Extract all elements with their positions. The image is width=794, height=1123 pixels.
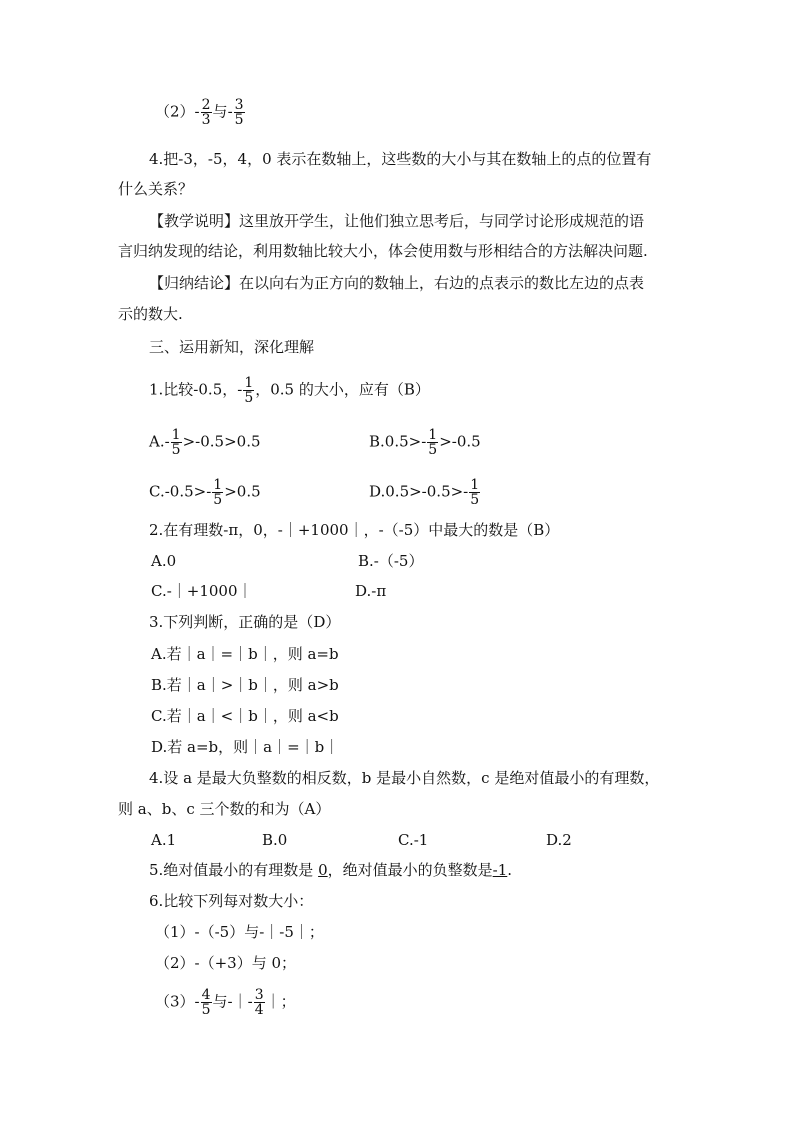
exercise-4-option-a: A.1 <box>151 831 177 849</box>
exercise-1-option-a: A.- $\frac{1}{5}$ >-0.5>0.5 <box>149 427 261 458</box>
answer-blank-1: 0 <box>318 861 328 879</box>
exercise-1-option-c: C.-0.5>- $\frac{1}{5}$ >0.5 <box>149 477 261 508</box>
exercise-3-option-a: A.若｜a｜=｜b｜，则 a=b <box>151 645 339 663</box>
exercise-1-stem: 1.比较-0.5，- $\frac{1}{5}$ ，0.5 的大小，应有（B） <box>149 375 430 406</box>
exercise-5: 5.绝对值最小的有理数是 0，绝对值最小的负整数是-1. <box>149 861 513 879</box>
exercise-2-option-b: B.-（-5） <box>358 552 424 570</box>
fraction: $\frac{3}{5}$ <box>234 97 244 128</box>
conclusion-line2: 示的数大. <box>118 305 183 323</box>
fraction: $\frac{1}{5}$ <box>213 477 223 508</box>
fraction: $\frac{1}{5}$ <box>171 427 181 458</box>
exercise-4-option-c: C.-1 <box>398 831 429 849</box>
exercise-4-line1: 4.设 a 是最大负整数的相反数，b 是最小自然数，c 是绝对值最小的有理数， <box>149 769 660 787</box>
fraction: $\frac{3}{4}$ <box>254 987 264 1018</box>
exercise-4-option-d: D.2 <box>546 831 572 849</box>
exercise-1-option-b: B.0.5>- $\frac{1}{5}$ >-0.5 <box>369 427 481 458</box>
exercise-6-part-1: （1）-（-5）与-｜-5｜； <box>155 923 324 941</box>
fraction: $\frac{1}{5}$ <box>470 477 480 508</box>
exercise-2-stem: 2.在有理数-π，0，-｜+1000｜，-（-5）中最大的数是（B） <box>149 521 560 539</box>
exercise-3-option-d: D.若 a=b，则｜a｜=｜b｜ <box>151 738 340 756</box>
fraction: $\frac{1}{5}$ <box>428 427 438 458</box>
exercise-3-stem: 3.下列判断，正确的是（D） <box>149 613 341 631</box>
fraction: $\frac{2}{3}$ <box>201 97 211 128</box>
exercise-6-part-2: （2）-（+3）与 0； <box>155 954 297 972</box>
section-heading: 三、运用新知，深化理解 <box>149 338 315 356</box>
conclusion-line1: 【归纳结论】在以向右为正方向的数轴上，右边的点表示的数比左边的点表 <box>149 274 645 292</box>
teaching-note-line1: 【教学说明】这里放开学生，让他们独立思考后，与同学讨论形成规范的语 <box>149 212 645 230</box>
exercise-3-option-c: C.若｜a｜<｜b｜，则 a<b <box>151 707 339 725</box>
fraction: $\frac{4}{5}$ <box>201 987 211 1018</box>
exercise-6-part-3: （3）- $\frac{4}{5}$ 与-｜- $\frac{3}{4}$ ｜； <box>155 987 296 1018</box>
answer-blank-2: -1 <box>492 861 508 879</box>
exercise-2-option-a: A.0 <box>151 552 177 570</box>
teaching-note-line2: 言归纳发现的结论，利用数轴比较大小，体会使用数与形相结合的方法解决问题. <box>118 242 648 260</box>
exercise-1-option-d: D.0.5>-0.5>- $\frac{1}{5}$ <box>369 477 480 508</box>
pair-compare-2: （2）- $\frac{2}{3}$ 与- $\frac{3}{5}$ <box>155 97 244 128</box>
exercise-3-option-b: B.若｜a｜>｜b｜，则 a>b <box>151 676 339 694</box>
exercise-4-line2: 则 a、b、c 三个数的和为（A） <box>118 800 331 818</box>
item4-line2: 什么关系？ <box>118 180 194 198</box>
item4-line1: 4.把-3，-5，4，0 表示在数轴上，这些数的大小与其在数轴上的点的位置有 <box>149 150 652 168</box>
exercise-2-option-c: C.-｜+1000｜ <box>151 582 253 600</box>
exercise-2-option-d: D.-π <box>355 582 387 600</box>
fraction: $\frac{1}{5}$ <box>244 375 254 406</box>
exercise-4-option-b: B.0 <box>262 831 288 849</box>
exercise-6-stem: 6.比较下列每对数大小： <box>149 892 314 910</box>
